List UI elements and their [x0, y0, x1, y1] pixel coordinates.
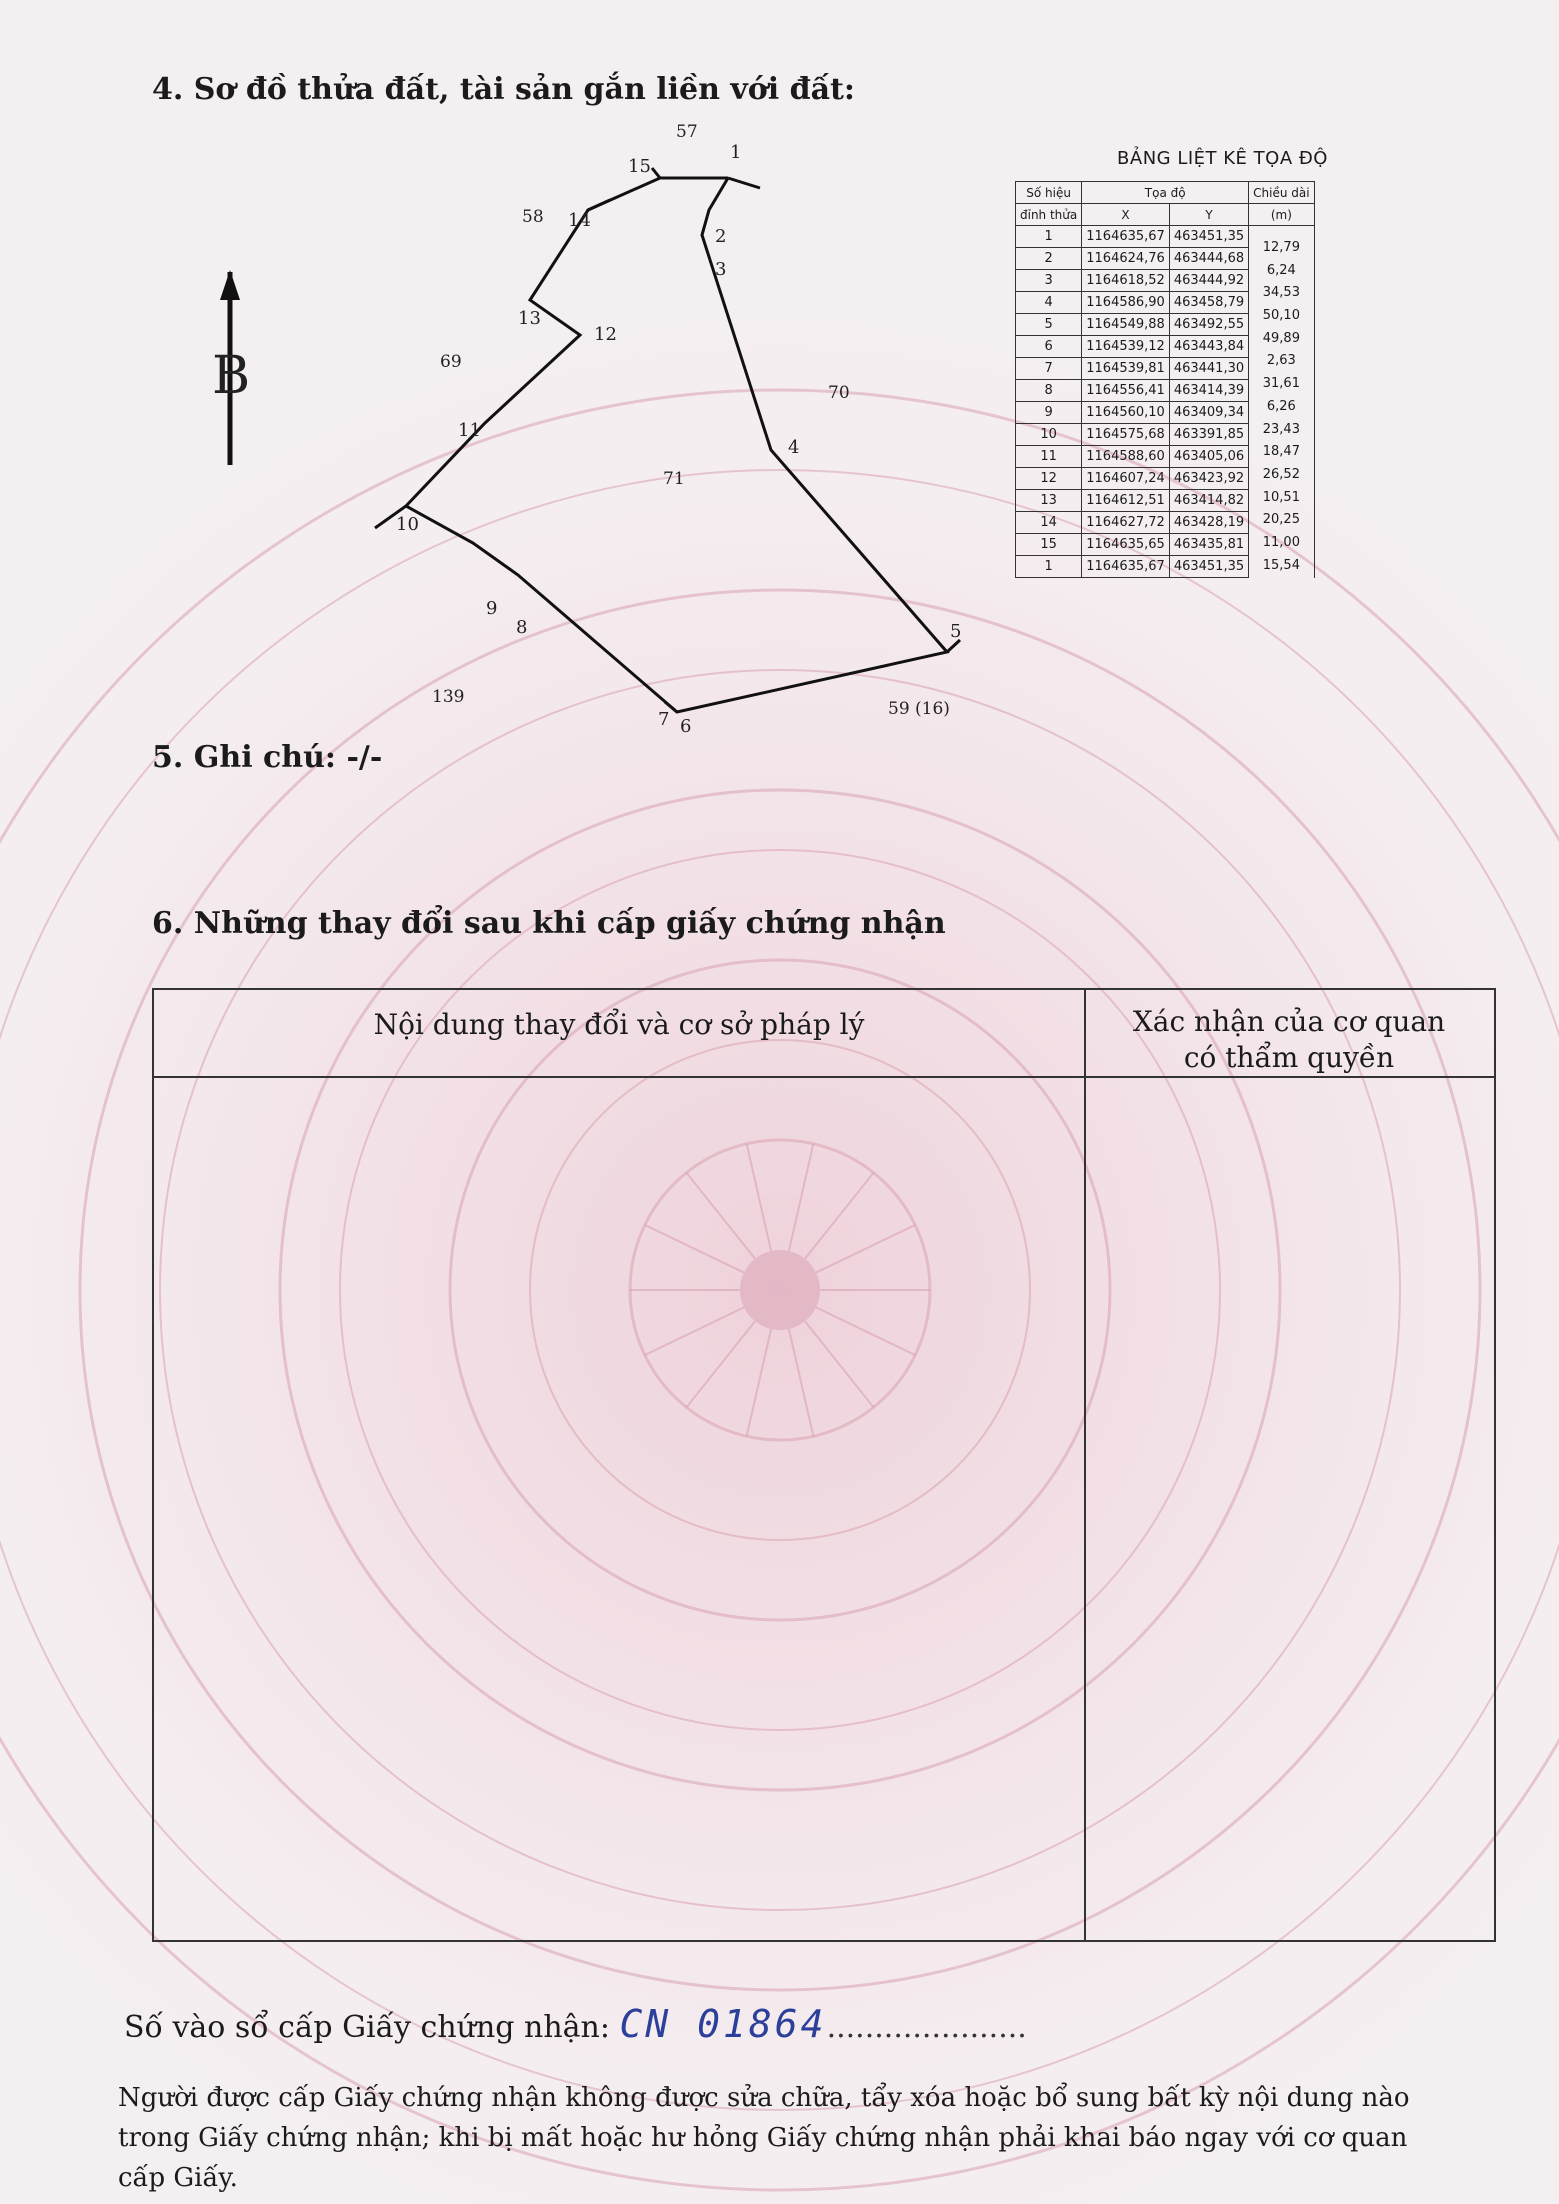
- parcel-label: 70: [828, 383, 850, 403]
- vertex-id: 11: [1016, 446, 1082, 468]
- edge-length: 34,53: [1262, 285, 1300, 301]
- edge-length: 11,00: [1262, 534, 1300, 550]
- changes-col-confirm: [1084, 1004, 1494, 1076]
- vertex-id: 3: [1016, 270, 1082, 292]
- coord-x: 1164588,60: [1082, 446, 1170, 468]
- parcel-label: 59 (16): [888, 699, 950, 719]
- edge-length: 15,54: [1262, 557, 1300, 573]
- edge-length: 6,24: [1266, 262, 1296, 278]
- edge-length: 26,52: [1262, 466, 1300, 482]
- coord-y: 463414,39: [1169, 380, 1248, 402]
- vertex-label: 15: [628, 156, 651, 177]
- vertex-id: 2: [1016, 248, 1082, 270]
- vertex-label: 2: [715, 226, 727, 247]
- coord-y: 463444,68: [1169, 248, 1248, 270]
- vertex-id: 13: [1016, 490, 1082, 512]
- notice-text: Người được cấp Giấy chứng nhận không được sửa chữa, tẩy xóa hoặc bổ sung bất kỳ nội dung nào trong Giấy chứng nhận; khi bị mất hoặc hư hỏng Giấy chứng nhận phải khai báo ngay với cơ quan cấp Giấy.: [118, 2083, 1410, 2193]
- vertex-label: 14: [568, 210, 591, 231]
- edge-length: 18,47: [1262, 444, 1300, 460]
- coord-x: 1164549,88: [1082, 314, 1170, 336]
- vertex-label: 3: [715, 259, 727, 280]
- edge-length: 49,89: [1262, 330, 1300, 346]
- vertex-label: 1: [730, 142, 742, 163]
- vertex-label: 9: [486, 598, 498, 619]
- parcel-label: 58: [522, 207, 544, 227]
- col-toado: Tọa độ: [1082, 182, 1249, 204]
- coord-x: 1164575,68: [1082, 424, 1170, 446]
- vertex-id: 7: [1016, 358, 1082, 380]
- coord-y: 463435,81: [1169, 534, 1248, 556]
- registration-dots: .....................: [826, 2010, 1027, 2045]
- coord-x: 1164586,90: [1082, 292, 1170, 314]
- vertex-id: 14: [1016, 512, 1082, 534]
- coord-x: 1164627,72: [1082, 512, 1170, 534]
- edge-length: 6,26: [1266, 398, 1296, 414]
- edge-length: 2,63: [1266, 353, 1296, 369]
- registration-number: CN 01864: [619, 2002, 827, 2046]
- col-x: X: [1082, 204, 1170, 226]
- vertex-label: 11: [458, 420, 481, 441]
- coord-x: 1164539,81: [1082, 358, 1170, 380]
- coord-x: 1164635,65: [1082, 534, 1170, 556]
- coord-x: 1164539,12: [1082, 336, 1170, 358]
- col-y: Y: [1169, 204, 1248, 226]
- land-plot-sketch: [212, 110, 980, 750]
- coord-y: 463441,30: [1169, 358, 1248, 380]
- vertex-id: 6: [1016, 336, 1082, 358]
- vertex-id: 10: [1016, 424, 1082, 446]
- col-sohieu: Số hiệu: [1016, 182, 1082, 204]
- coord-y: 463405,06: [1169, 446, 1248, 468]
- parcel-label: 139: [432, 687, 465, 707]
- vertex-label: 13: [518, 308, 541, 329]
- coord-y: 463423,92: [1169, 468, 1248, 490]
- vertex-label: 7: [658, 709, 670, 730]
- coord-x: 1164635,67: [1082, 226, 1170, 248]
- vertex-id: 1: [1016, 226, 1082, 248]
- edge-length: 31,61: [1262, 376, 1300, 392]
- coordinate-table: [1015, 181, 1315, 578]
- coordinate-table-block: [1015, 148, 1390, 578]
- edge-length: 10,51: [1262, 489, 1300, 505]
- parcel-label: 69: [440, 352, 462, 372]
- vertex-id: 9: [1016, 402, 1082, 424]
- vertex-id: 1: [1016, 556, 1082, 578]
- edge-length: 23,43: [1262, 421, 1300, 437]
- vertex-label: 5: [950, 621, 962, 642]
- coord-y: 463451,35: [1169, 556, 1248, 578]
- coord-x: 1164556,41: [1082, 380, 1170, 402]
- vertex-label: 6: [680, 716, 692, 737]
- north-label: B: [212, 346, 251, 406]
- plot-boundary: [406, 178, 947, 712]
- col-length: Chiều dài: [1249, 182, 1314, 204]
- edge-length: 50,10: [1262, 308, 1300, 324]
- vertex-id: 15: [1016, 534, 1082, 556]
- parcel-label: 71: [663, 469, 685, 489]
- changes-table: [152, 988, 1496, 1942]
- coord-x: 1164635,67: [1082, 556, 1170, 578]
- vertex-label: 10: [396, 514, 419, 535]
- col-sohieu-2: đỉnh thửa: [1016, 204, 1082, 226]
- section5-title: 5. Ghi chú: -/-: [152, 740, 383, 775]
- coord-y: 463409,34: [1169, 402, 1248, 424]
- coord-y: 463391,85: [1169, 424, 1248, 446]
- coord-y: 463492,55: [1169, 314, 1248, 336]
- coord-x: 1164618,52: [1082, 270, 1170, 292]
- coord-x: 1164607,24: [1082, 468, 1170, 490]
- coord-y: 463414,82: [1169, 490, 1248, 512]
- coord-y: 463458,79: [1169, 292, 1248, 314]
- vertex-id: 4: [1016, 292, 1082, 314]
- coord-y: 463428,19: [1169, 512, 1248, 534]
- section6-title: 6. Những thay đổi sau khi cấp giấy chứng nhận: [152, 906, 946, 941]
- parcel-label: 57: [676, 122, 698, 142]
- changes-col-content: Nội dung thay đổi và cơ sở pháp lý: [373, 1008, 865, 1041]
- registration-line: [124, 2002, 1027, 2046]
- registration-label: Số vào sổ cấp Giấy chứng nhận:: [124, 2010, 610, 2045]
- coord-x: 1164560,10: [1082, 402, 1170, 424]
- vertex-id: 5: [1016, 314, 1082, 336]
- changes-col-confirm-line2: có thẩm quyền: [1183, 1041, 1395, 1074]
- coord-x: 1164612,51: [1082, 490, 1170, 512]
- coordinate-row: [1016, 226, 1315, 248]
- vertex-label: 8: [516, 617, 528, 638]
- edge-length: 20,25: [1262, 512, 1300, 528]
- vertex-id: 12: [1016, 468, 1082, 490]
- col-length-unit: (m): [1249, 204, 1314, 226]
- coord-y: 463451,35: [1169, 226, 1248, 248]
- length-column: [1249, 226, 1314, 578]
- coord-y: 463444,92: [1169, 270, 1248, 292]
- changes-col-confirm-line1: Xác nhận của cơ quan: [1132, 1005, 1446, 1038]
- vertex-label: 12: [594, 324, 617, 345]
- vertex-label: 4: [788, 437, 800, 458]
- coord-x: 1164624,76: [1082, 248, 1170, 270]
- coordinate-table-title: BẢNG LIỆT KÊ TỌA ĐỘ: [1117, 148, 1328, 169]
- coord-y: 463443,84: [1169, 336, 1248, 358]
- section4-title: 4. Sơ đồ thửa đất, tài sản gắn liền với đất:: [152, 72, 855, 107]
- vertex-id: 8: [1016, 380, 1082, 402]
- edge-length: 12,79: [1262, 240, 1300, 255]
